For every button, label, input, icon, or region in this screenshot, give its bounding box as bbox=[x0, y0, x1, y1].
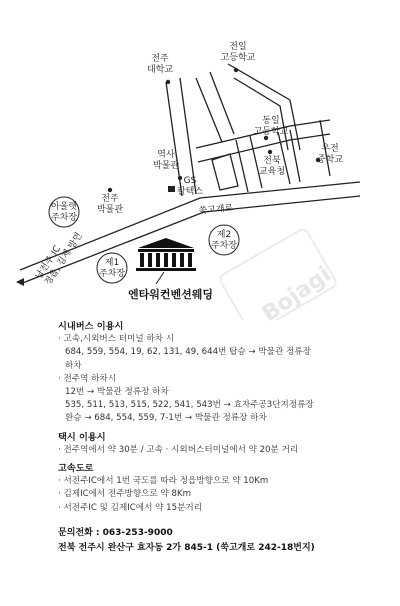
label-namjeonju-ic: 남전주 IC 정읍, 김제 방면 bbox=[34, 231, 85, 288]
bus-line: 12번 → 박물관 정류장 하차 bbox=[65, 387, 169, 398]
label-jeonil-high-school: 전일 고등학교 bbox=[220, 42, 256, 63]
watermark-text: Bojagi bbox=[257, 262, 336, 327]
bus-line: 하차 bbox=[65, 360, 82, 371]
bus-line: · 고속,시외버스 터미널 하차 시 bbox=[58, 333, 394, 346]
bus-line: 환승 → 684, 554, 559, 7-1번 → 박물관 정류장 하차 bbox=[65, 413, 267, 424]
contact-phone: 문의전화 : 063-253-9000 bbox=[58, 527, 173, 538]
taxi-section-title: 택시 이용시 bbox=[58, 431, 106, 443]
highway-section-title: 고속도로 bbox=[58, 463, 94, 475]
bus-line: 535, 511, 513, 515, 522, 541, 543번 → 효자주공3단지정류장 bbox=[65, 400, 314, 411]
label-history-museum: 역사 박물관 bbox=[152, 150, 180, 171]
venue-name: 엔타워컨벤션웨딩 bbox=[128, 288, 214, 301]
highway-line: · 김제IC에서 전주방향으로 약 8Km bbox=[58, 488, 394, 501]
bus-section-title: 시내버스 이용시 bbox=[58, 321, 124, 332]
label-parking-1: 제1 주차장 bbox=[98, 258, 126, 279]
label-woojeon-middle-school: 우전 중학교 bbox=[316, 144, 344, 165]
label-dongil-high-school: 동일 고등학교 bbox=[253, 116, 289, 137]
bus-line: · 전주역 하차시 bbox=[58, 373, 394, 386]
venue-building-icon bbox=[136, 238, 196, 271]
label-jeonbuk-education-office: 전북 교육청 bbox=[258, 156, 286, 177]
label-outlet-parking: 아울렛 주차장 bbox=[50, 202, 78, 223]
bus-lines bbox=[58, 333, 394, 425]
label-jeonju-university: 전주 대학교 bbox=[146, 54, 174, 75]
directions-info bbox=[58, 320, 394, 555]
highway-line: · 서전주IC에서 1번 국도를 따라 정읍방향으로 약 10Km bbox=[58, 475, 394, 488]
label-ssukgo-road: 쑥고개로 bbox=[198, 203, 234, 217]
label-jeonju-museum: 전주 박물관 bbox=[96, 194, 124, 215]
label-parking-2: 제2 주차장 bbox=[210, 230, 238, 251]
label-gs-caltex: GS 칼텍스 bbox=[176, 176, 204, 197]
taxi-line: · 전주역에서 약 30분 / 고속 · 시외버스터미널에서 약 20분 거리 bbox=[58, 444, 394, 457]
address: 전북 전주시 완산구 효자동 2가 845-1 (쑥고개로 242-18번지) bbox=[58, 543, 315, 554]
bus-line: 684, 559, 554, 19, 62, 131, 49, 644번 탑승 → 박물관 정류장 bbox=[65, 347, 311, 358]
highway-line: · 서전주IC 및 김제IC에서 약 15분거리 bbox=[58, 502, 394, 515]
